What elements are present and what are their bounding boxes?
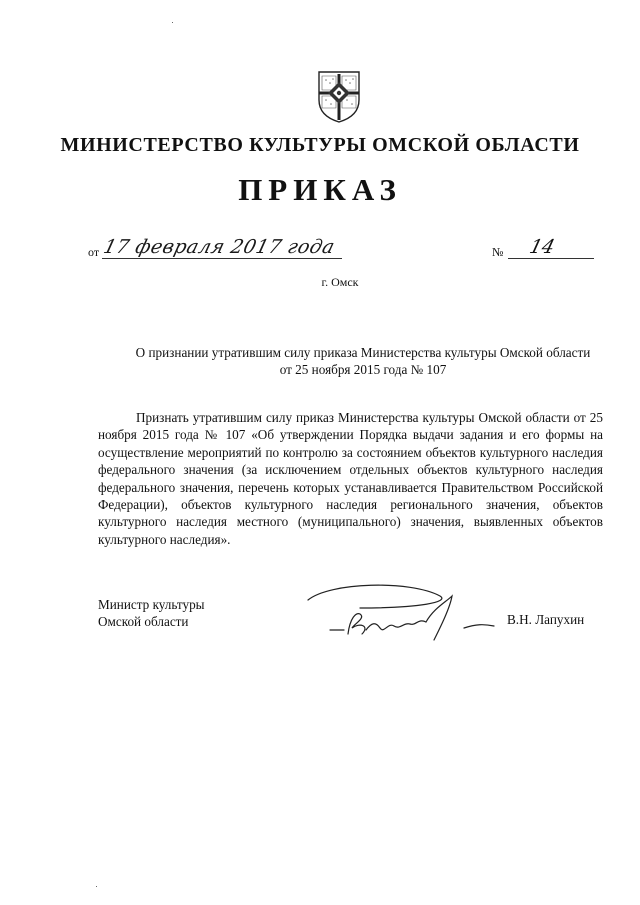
- position-line-2: Омской области: [98, 614, 189, 630]
- scan-mark: [172, 22, 173, 23]
- city: г. Омск: [321, 275, 359, 289]
- position-line-1: Министр культуры: [98, 597, 205, 612]
- date-field: [88, 236, 348, 264]
- handwritten-number: 14: [527, 236, 557, 258]
- number-field: [492, 236, 600, 264]
- date-underline: [102, 258, 342, 259]
- number-sign: №: [492, 245, 504, 259]
- coat-of-arms-icon: [316, 70, 362, 124]
- document-subject: О признании утратившим силу приказа Министерства культуры Омской области от 25 ноября 2015 года № 107: [135, 345, 591, 377]
- document-type-title: ПРИКАЗ: [238, 172, 402, 207]
- signatory-name: В.Н. Лапухин: [507, 612, 585, 627]
- number-underline: [508, 258, 594, 259]
- scan-mark: [96, 886, 97, 887]
- handwritten-date: 17 февраля 2017 года: [101, 236, 338, 258]
- handwritten-signature: [300, 578, 500, 648]
- date-prefix: от: [88, 245, 100, 259]
- document-body: Признать утратившим силу приказ Министерства культуры Омской области от 25 ноября 2015 года № 107 «Об утверждении Порядка выдачи задания и его формы на осуществление мероприятий по контролю за состоянием объектов культурного наследия федерального значения (за исключением отдельных объектов культурного наследия федерального значения, перечень которых устанавливается Правительством Российской Федерации), объектов культурного наследия регионального значения, объектов культурного наследия местного (муниципального) значения, выявленных объектов культурного наследия».: [98, 410, 603, 547]
- ministry-title: МИНИСТЕРСТВО КУЛЬТУРЫ ОМСКОЙ ОБЛАСТИ: [60, 134, 580, 156]
- signatory-position: [98, 596, 205, 631]
